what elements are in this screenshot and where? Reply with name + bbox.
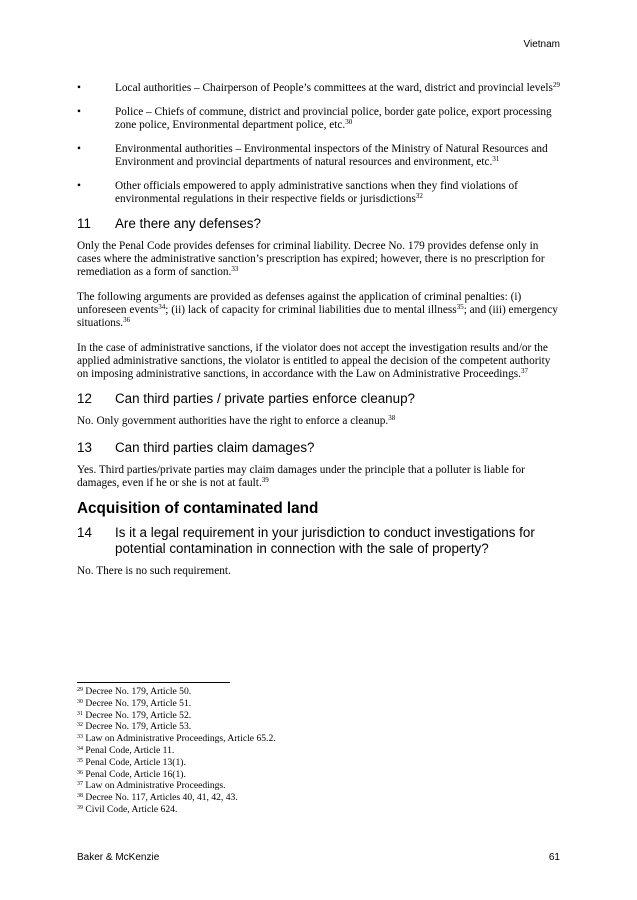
question-number: 14	[77, 525, 92, 540]
footnote: $^{35}$ Penal Code, Article 13(1).	[77, 756, 186, 768]
footnote-number: 39	[77, 804, 83, 811]
question-11-heading	[77, 216, 561, 232]
list-item-text: Environmental authorities – Environmental inspectors of the Ministry of Natural Resources and Environment and provincial departments of natural resources and environment, etc.	[115, 143, 548, 168]
footnote-ref[interactable]: 38	[388, 414, 396, 422]
footnotes	[77, 686, 557, 816]
footnote: $^{30}$ Decree No. 179, Article 51.	[77, 697, 192, 709]
paragraph: No. Only government authorities have the right to enforce a cleanup.$^{38}$	[77, 414, 396, 427]
footnote-number: 30	[77, 698, 83, 705]
footnote-ref[interactable]: 35	[456, 303, 464, 311]
footnote-divider	[77, 682, 230, 683]
footnote: $^{31}$ Decree No. 179, Article 52.	[77, 709, 192, 721]
footer-publisher: Baker & McKenzie	[77, 852, 160, 863]
list-item-text: Other officials empowered to apply administrative sanctions when they find violations of environmental regulations in their respective fields or jurisdictions	[115, 180, 518, 205]
paragraph: No. There is no such requirement.	[77, 565, 231, 577]
footnote: $^{37}$ Law on Administrative Proceedings.	[77, 780, 226, 792]
question-number: 11	[77, 216, 91, 231]
footnote-ref[interactable]: 36	[123, 316, 131, 324]
footnote-number: 31	[77, 710, 83, 717]
bullet-icon: •	[77, 106, 81, 118]
paragraph: In the case of administrative sanctions, if the violator does not accept the investigation results and/or the applied administrative sanctions, the violator is entitled to appeal the decision of the competent authority on imposing administrative sanctions, in accordance with the Law on Administrative Proceedings.$^{37}$	[77, 342, 551, 380]
footnote-ref[interactable]: 33	[231, 265, 239, 273]
list-item	[77, 106, 561, 132]
footnote-ref[interactable]: 29	[552, 81, 560, 89]
footnote-number: 33	[77, 734, 83, 741]
question-title: Are there any defenses?	[115, 216, 261, 231]
footnote-ref[interactable]: 31	[492, 155, 500, 163]
footnote-number: 38	[77, 793, 83, 800]
footnote: $^{36}$ Penal Code, Article 16(1).	[77, 768, 186, 780]
footnote-ref[interactable]: 37	[520, 367, 528, 375]
paragraph: Yes. Third parties/private parties may claim damages under the principle that a polluter is liable for damages, even if he or she is not at fault.$^{39}$	[77, 464, 525, 489]
footnote-number: 35	[77, 757, 83, 764]
footnote: $^{32}$ Decree No. 179, Article 53.	[77, 721, 192, 733]
sanction-authority-list	[77, 82, 561, 206]
footnote-ref[interactable]: 30	[345, 118, 353, 126]
question-number: 12	[77, 391, 92, 406]
question-12-heading	[77, 391, 561, 407]
page-number: 61	[548, 852, 560, 863]
list-item	[77, 82, 561, 95]
footnote-number: 29	[77, 687, 83, 693]
footnote: $^{29}$ Decree No. 179, Article 50.	[77, 686, 192, 697]
bullet-icon: •	[77, 82, 81, 94]
running-header: Vietnam	[523, 39, 560, 50]
footnote-ref[interactable]: 39	[261, 476, 269, 484]
list-item	[77, 180, 561, 206]
bullet-icon: •	[77, 143, 81, 155]
question-13-heading	[77, 440, 561, 456]
footnote-ref[interactable]: 32	[415, 192, 423, 200]
paragraph: Only the Penal Code provides defenses for criminal liability. Decree No. 179 provides defense only in cases where the administrative sanction’s prescription has expired; however, there is no prescription for remediation as a form of sanction.$^{33}$	[77, 240, 545, 278]
section-heading: Acquisition of contaminated land	[77, 500, 319, 517]
footnote: $^{34}$ Penal Code, Article 11.	[77, 744, 175, 756]
footnote: $^{33}$ Law on Administrative Proceedings, Article 65.2.	[77, 733, 276, 745]
footnote: $^{39}$ Civil Code, Article 624.	[77, 803, 178, 815]
footnote: $^{38}$ Decree No. 117, Articles 40, 41, 42, 43.	[77, 792, 238, 804]
footnote-number: 36	[77, 769, 83, 776]
question-title: Is it a legal requirement in your jurisdiction to conduct investigations for potential contamination in connection with the sale of property?	[115, 525, 535, 556]
question-number: 13	[77, 440, 92, 455]
list-item-text: Police – Chiefs of commune, district and provincial police, border gate police, export processing zone police, Environmental department police, etc.	[115, 106, 552, 131]
footnote-number: 32	[77, 722, 83, 729]
question-14-heading	[77, 525, 561, 557]
bullet-icon: •	[77, 180, 81, 192]
paragraph: The following arguments are provided as defenses against the application of criminal penalties: (i) unforeseen events$^{34}$; (ii) lack of capacity for criminal liabilities due to mental illness$^{35}$; and (iii) emergency situations.$^{36}$	[77, 291, 558, 329]
footnote-number: 37	[77, 781, 83, 788]
question-title: Can third parties / private parties enforce cleanup?	[115, 391, 415, 406]
footnote-ref[interactable]: 34	[158, 303, 166, 311]
list-item-text: Local authorities – Chairperson of People’s committees at the ward, district and provincial levels	[115, 82, 553, 94]
question-title: Can third parties claim damages?	[115, 440, 315, 455]
main-content	[77, 82, 561, 578]
list-item	[77, 143, 561, 169]
footnote-number: 34	[77, 745, 83, 752]
